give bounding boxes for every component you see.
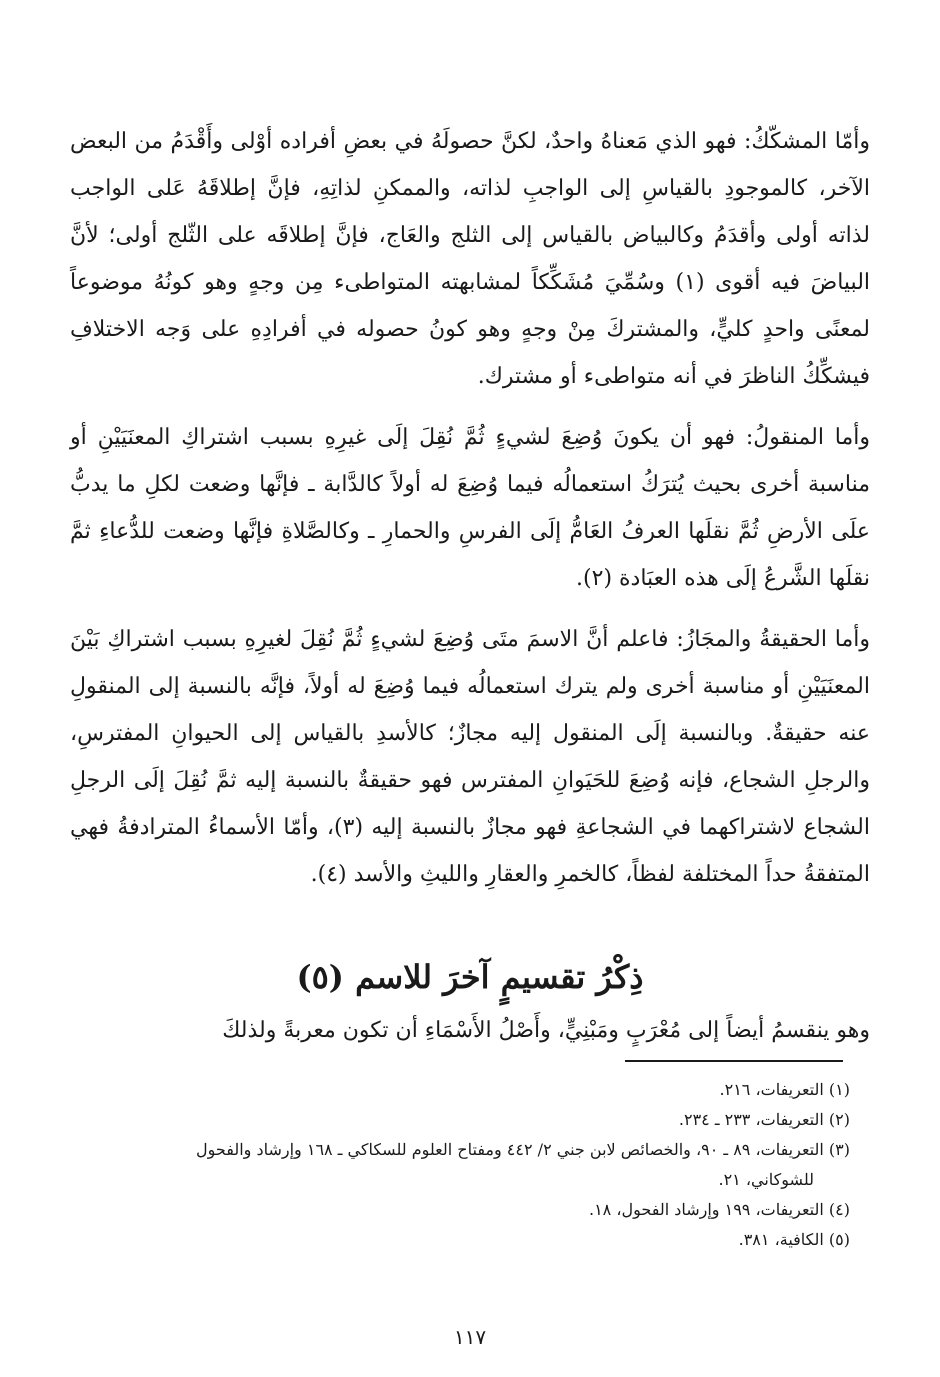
footnote-3-continuation: للشوكاني، ٢١. — [718, 1170, 814, 1189]
paragraph-mushakkik: وأمّا المشكّكُ: فهو الذي مَعناهُ واحدٌ، لكنَّ حصولَهُ في بعضِ أفراده أوْلى وأَقْدَمُ من البعض الآخر، كالموجودِ بالقياسِ إلى الواجبِ لذاته، والممكنِ لذاتِهِ، فإنَّ إطلاقَهُ عَلى الواجب لذاته أولى وأقدَمُ وكالبياض بالقياس إلى الثلج والعَاج، فإنَّ إطلاقَه على الثّلج أولى؛ لأنَّ البياضَ فيه أقوى (١) وسُمِّيَ مُشَكِّكاً لمشابهته المتواطىء مِن وجهٍ وهو كونُهُ موضوعاً لمعنًى واحدٍ كليٍّ، والمشتركَ مِنْ وجهٍ وهو كونُ حصوله في أفرادِهِ على وَجه الاختلافِ فيشكِّكُ الناظرَ في أنه متواطىء أو مشترك. — [70, 129, 871, 389]
footnote-5: (٥) الكافية، ٣٨١. — [738, 1230, 850, 1249]
paragraph-after-heading: وهو ينقسمُ أيضاً إلى مُعْرَبٍ ومَبْنِيٍّ، وأَصْلُ الأَسْمَاءِ أن تكون معربةً ولذلكَ — [222, 1018, 870, 1043]
footnotes — [70, 1075, 850, 1255]
section-heading: ذِكْرُ تقسيمٍ آخرَ للاسم (٥) — [296, 957, 644, 996]
paragraph-haqiqa-majaz: وأما الحقيقةُ والمجَازُ: فاعلم أنَّ الاسمَ متَى وُضِعَ لشيءٍ ثُمَّ نُقِلَ لغيرِهِ بسبب اشتراكِ بَيْنَ المعنَيَيْنِ أو مناسبة أخرى ولم يترك استعمالُه فيما وُضِعَ له أولاً، فإنَّه بالنسبة إلى المنقولِ عنه حقيقةٌ. وبالنسبة إلَى المنقول إليه مجازٌ؛ كالأسدِ بالقياس إلى الحيوانِ المفترسِ، والرجلِ الشجاع، فإنه وُضِعَ للحَيَوانِ المفترس فهو حقيقةٌ بالنسبة إليه ثمَّ نُقِلَ إلَى الرجلِ الشجاع لاشتراكهما في الشجاعةِ فهو مجازٌ بالنسبة إليه (٣)، وأمّا الأسماءُ المترادفةُ فهي المتفقةُ حداً المختلفة لفظاً، كالخمرِ والعقارِ والليثِ والأسد (٤). — [70, 627, 871, 887]
footnote-3: (٣) التعريفات، ٨٩ ـ ٩٠، والخصائص لابن جني ٢/ ٤٤٢ ومفتاح العلوم للسكاكي ـ ١٦٨ وإرشاد والفحول — [196, 1140, 850, 1159]
footnote-2: (٢) التعريفات، ٢٣٣ ـ ٢٣٤. — [678, 1110, 850, 1129]
page-number: ١١٧ — [453, 1325, 487, 1349]
footnote-divider — [625, 1060, 843, 1062]
main-text — [70, 118, 870, 912]
footnote-4: (٤) التعريفات، ١٩٩ وإرشاد الفحول، ١٨. — [588, 1200, 850, 1219]
paragraph-manqul: وأما المنقولُ: فهو أن يكونَ وُضِعَ لشيءٍ ثُمَّ نُقِلَ إلَى غيرِهِ بسبب اشتراكِ المعنَيَيْنِ أو مناسبة أخرى بحيث يُترَكُ استعمالُه فيما وُضِعَ له أولاً كالدَّابة ـ فإنَّها وضعت لكلِ ما يدبُّ علَى الأرضِ ثُمَّ نقلَها العرفُ العَامُّ إلَى الفرسِ والحمارِ ـ وكالصَّلاةِ فإنَّها وضعت للدُّعاءِ ثمَّ نقلَها الشَّرعُ إلَى هذه العبَادة (٢). — [70, 425, 870, 591]
footnote-1: (١) التعريفات، ٢١٦. — [719, 1080, 850, 1099]
